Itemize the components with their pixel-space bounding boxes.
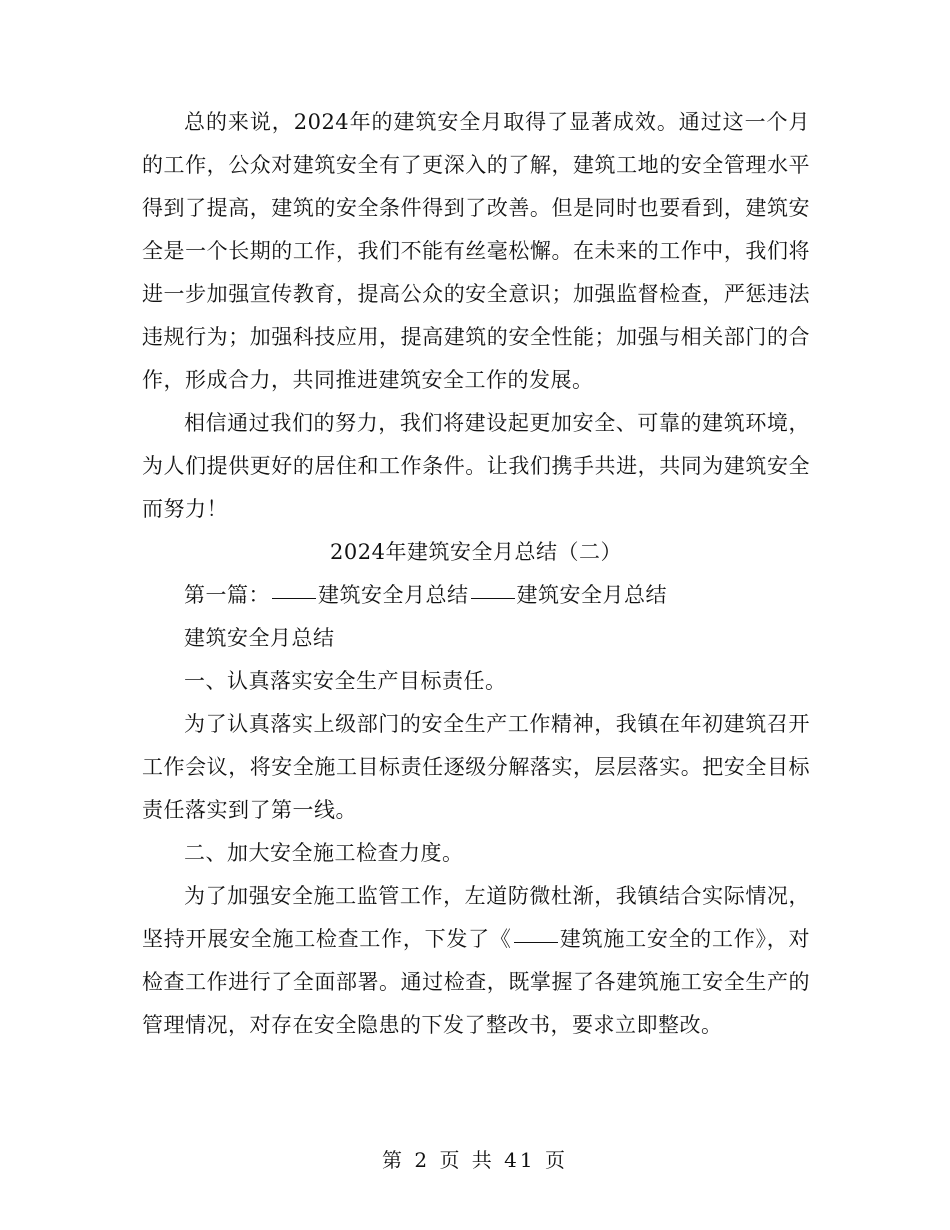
blank-underline xyxy=(471,597,515,599)
blank-underline xyxy=(514,941,558,943)
blank-underline xyxy=(272,597,316,599)
chapter-line xyxy=(142,574,810,617)
chapter-part-2: 建筑安全月总结 xyxy=(516,583,667,607)
paragraph-closing: 相信通过我们的努力，我们将建设起更加安全、可靠的建筑环境，为人们提供更好的居住和工作条件。让我们携手共进，共同为建筑安全而努力！ xyxy=(142,411,810,521)
paragraph-item-2-part-1: 为了加强安全施工监管工作，左道防微杜渐，我镇结合实际情况，坚持开展安全施工检查工作，下发了《 xyxy=(142,884,810,951)
chapter-prefix: 第一篇： xyxy=(184,583,270,607)
document-body xyxy=(142,101,810,1047)
paragraph-item-2 xyxy=(142,875,810,1047)
page-number-footer: 第 2 页 共 41 页 xyxy=(382,1148,568,1172)
heading-item-1: 一、认真落实安全生产目标责任。 xyxy=(184,669,507,693)
section-title: 2024年建筑安全月总结（二） xyxy=(330,540,622,564)
subheading: 建筑安全月总结 xyxy=(184,626,335,650)
chapter-part-1: 建筑安全月总结 xyxy=(318,583,469,607)
heading-item-2: 二、加大安全施工检查力度。 xyxy=(184,841,464,865)
paragraph-item-1: 为了认真落实上级部门的安全生产工作精神，我镇在年初建筑召开工作会议，将安全施工目标责任逐级分解落实，层层落实。把安全目标责任落实到了第一线。 xyxy=(142,712,810,822)
paragraph-summary: 总的来说，2024年的建筑安全月取得了显著成效。通过这一个月的工作，公众对建筑安全有了更深入的了解，建筑工地的安全管理水平得到了提高，建筑的安全条件得到了改善。但是同时也要看到，建筑安全是一个长期的工作，我们不能有丝毫松懈。在未来的工作中，我们将进一步加强宣传教育，提高公众的安全意识；加强监督检查，严惩违法违规行为；加强科技应用，提高建筑的安全性能；加强与相关部门的合作，形成合力，共同推进建筑安全工作的发展。 xyxy=(142,110,810,392)
paragraph-item-2-part-2: 建筑施工安全的工作》，对检查工作进行了全面部署。通过检查，既掌握了各建筑施工安全生产的管理情况，对存在安全隐患的下发了整改书，要求立即整改。 xyxy=(142,927,811,1037)
